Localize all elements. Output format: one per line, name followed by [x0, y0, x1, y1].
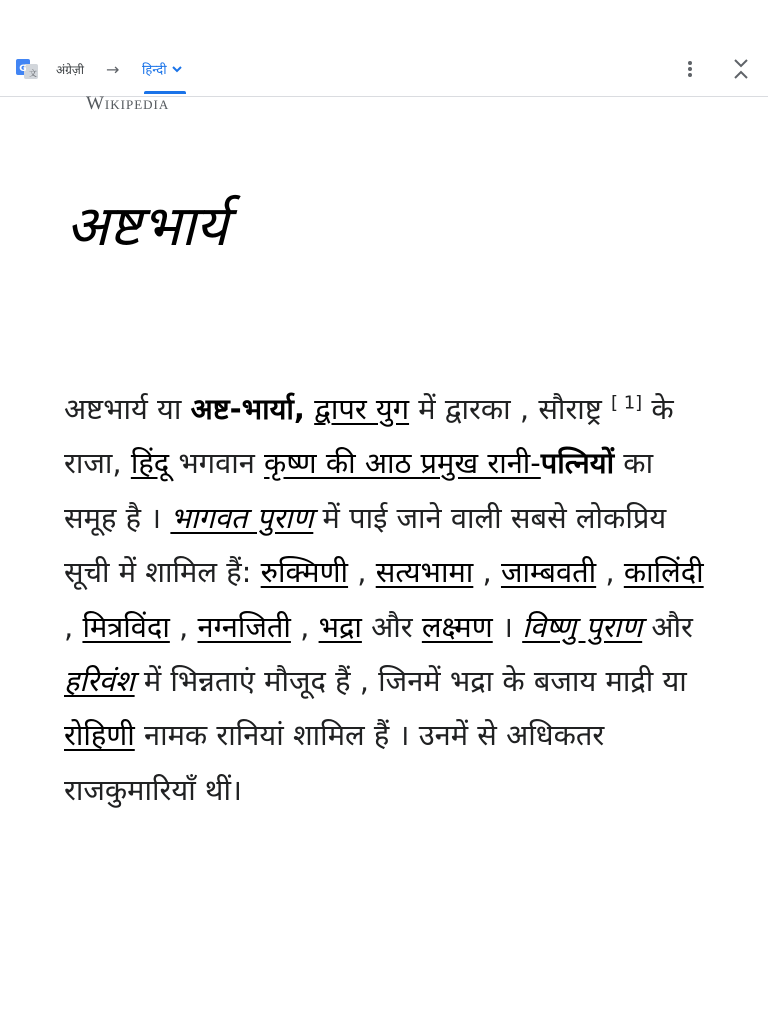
- link-dvapara-yuga[interactable]: द्वापर युग: [314, 392, 410, 426]
- source-language-tab[interactable]: अंग्रेज़ी: [56, 63, 84, 77]
- translate-bar: [0, 0, 768, 97]
- link-kalindi[interactable]: कालिंदी: [623, 555, 704, 590]
- link-rohini[interactable]: रोहिणी: [64, 718, 135, 753]
- text: ,: [64, 609, 83, 644]
- link-jambavati[interactable]: जाम्बवती: [500, 555, 597, 590]
- link-rukmini[interactable]: रुक्मिणी: [260, 555, 349, 590]
- text: अष्टभार्य या: [64, 392, 191, 426]
- text: और: [361, 609, 422, 644]
- article-paragraph: [64, 382, 714, 817]
- target-language-label: हिन्दी: [142, 63, 167, 78]
- text: में भिन्नताएं मौजूद हैं , जिनमें भद्रा के बजाय माद्री या: [134, 664, 687, 699]
- link-hindu[interactable]: हिंदू: [130, 446, 170, 481]
- text: ,: [290, 609, 319, 644]
- link-bhagavata-purana[interactable]: भागवत पुराण: [170, 500, 314, 535]
- reference-link[interactable]: [ 1]: [610, 392, 643, 414]
- link-lakshmana[interactable]: लक्ष्मण: [421, 609, 493, 644]
- bold-term: पत्नियों: [540, 446, 615, 481]
- wikipedia-logo[interactable]: Wikipedia: [86, 93, 170, 114]
- link-vishnu-purana[interactable]: विष्णु पुराण: [522, 609, 643, 644]
- text: ,: [473, 555, 501, 590]
- text: और: [642, 609, 693, 644]
- text: [305, 392, 314, 426]
- text: भगवान: [169, 446, 265, 481]
- google-translate-icon[interactable]: [16, 58, 38, 80]
- link-mitravinda[interactable]: मित्रविंदा: [82, 609, 170, 644]
- more-vert-icon[interactable]: [680, 58, 700, 80]
- page-title: अष्टभार्य: [66, 194, 228, 259]
- svg-text:文: 文: [29, 69, 37, 78]
- text: ,: [169, 609, 198, 644]
- text: में द्वारका , सौराष्ट्र: [409, 392, 611, 426]
- text: में पाई जाने वाली सबसे लोकप्रिय सूची में शामिल हैं:: [64, 500, 667, 590]
- svg-text:G: G: [19, 64, 27, 74]
- chevron-down-icon: [171, 63, 183, 75]
- link-satyabhama[interactable]: सत्यभामा: [375, 555, 474, 590]
- text: नामक रानियां शामिल हैं । उनमें से अधिकतर राजकुमारियाँ थीं।: [64, 718, 605, 807]
- text: ।: [492, 609, 523, 644]
- bold-term: अष्ट-भार्या,: [190, 392, 305, 426]
- link-bhadra[interactable]: भद्रा: [318, 609, 362, 644]
- text: ,: [596, 555, 624, 590]
- text: का समूह है ।: [64, 446, 654, 535]
- target-language-tab[interactable]: [142, 60, 183, 78]
- link-krishna-queens[interactable]: कृष्ण की आठ प्रमुख रानी-: [264, 446, 541, 481]
- arrow-right-icon: →: [106, 60, 120, 79]
- collapse-icon[interactable]: [730, 58, 752, 80]
- text: के राजा,: [64, 392, 674, 481]
- text: ,: [348, 555, 376, 590]
- link-harivamsha[interactable]: हरिवंश: [64, 664, 135, 699]
- link-nagnajiti[interactable]: नग्नजिती: [197, 609, 291, 644]
